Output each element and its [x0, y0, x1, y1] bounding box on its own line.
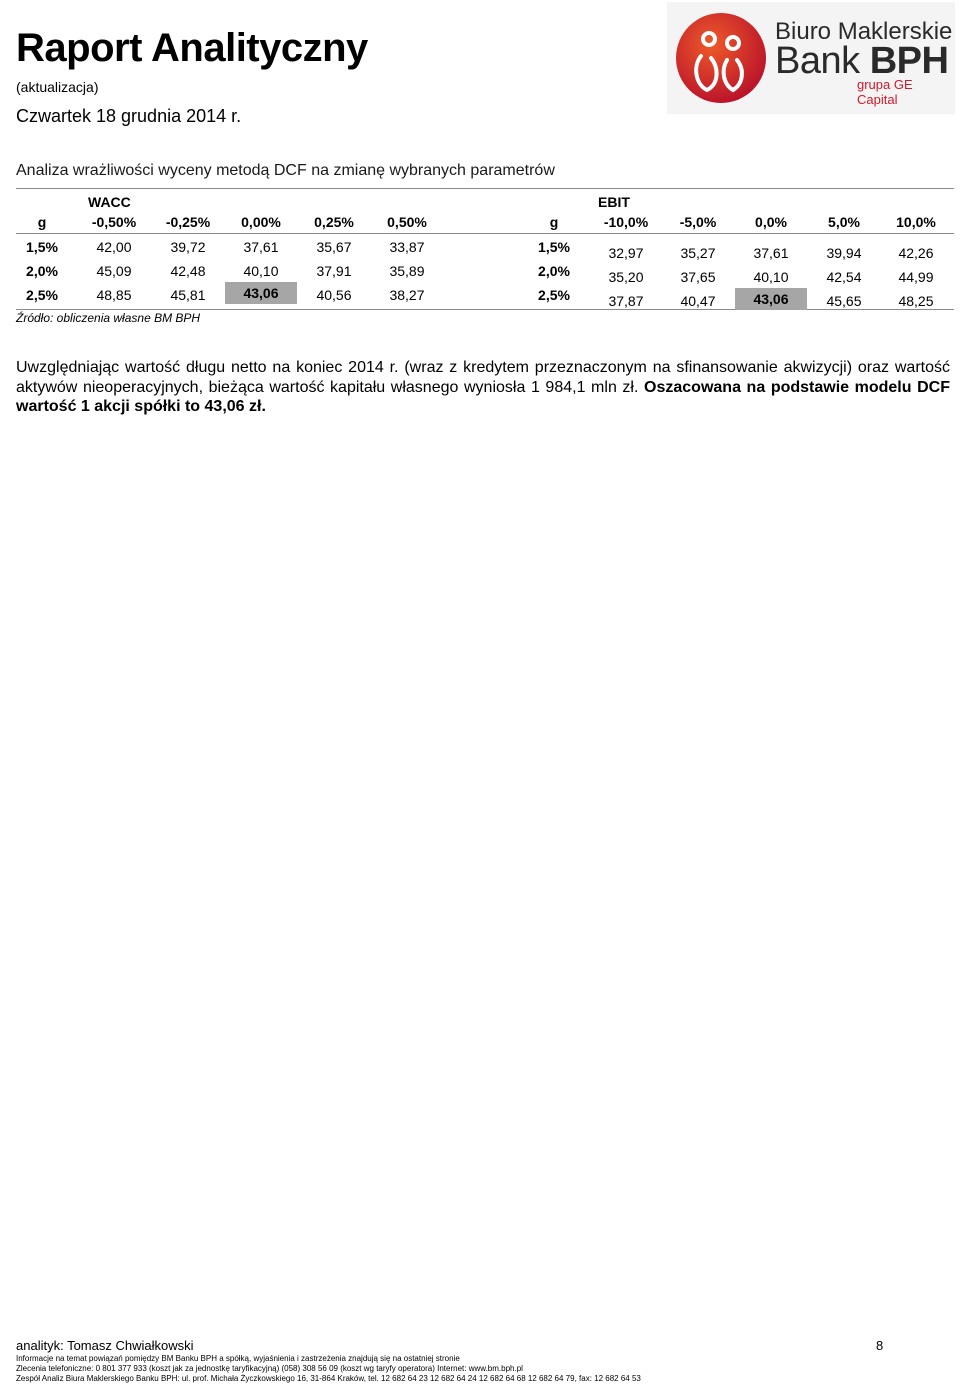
- wacc-table-cell: 35,67: [316, 239, 352, 255]
- wacc-column-header: 0,25%: [314, 214, 354, 230]
- logo-line-1: Biuro Maklerskie: [775, 18, 953, 45]
- ebit-row-label: 2,0%: [538, 263, 570, 279]
- logo-word-bank: Bank: [775, 40, 860, 82]
- ebit-column-header: 5,0%: [828, 214, 860, 230]
- ebit-column-header: -5,0%: [679, 214, 717, 230]
- wacc-table-cell: 35,89: [389, 263, 425, 279]
- table-source: Źródło: obliczenia własne BM BPH: [16, 311, 201, 325]
- ebit-table-cell: 40,47: [680, 293, 716, 309]
- bank-logo-mark-icon: [675, 12, 767, 104]
- footer-contact: Zlecenia telefoniczne: 0 801 377 933 (koszt jak za jednostkę taryfikacyjną) (058) 308 56 09 (koszt wg taryfy operatora) Internet: www.bm.bph.pl: [16, 1364, 523, 1373]
- wacc-table-cell: 48,85: [96, 287, 132, 303]
- section-title: Analiza wrażliwości wyceny metodą DCF na zmianę wybranych parametrów: [16, 162, 555, 179]
- valuation-text: Uwzględniając wartość długu netto na koniec 2014 r. (wraz z kredytem przeznaczonym na sfinansowanie akwizycji) oraz wartość aktywów nieoperacyjnych, bieżąca wartość kapitału własnego wyniosła 1 984,1 mln zł.: [16, 359, 950, 396]
- analyst-name: analityk: Tomasz Chwiałkowski: [16, 1338, 194, 1353]
- ebit-table-cell: 37,87: [608, 293, 644, 309]
- wacc-table-cell: 40,56: [316, 287, 352, 303]
- wacc-row-label: 1,5%: [26, 239, 58, 255]
- report-title: Raport Analityczny: [16, 26, 368, 70]
- wacc-row-label: 2,5%: [26, 287, 58, 303]
- ebit-column-header: 0,0%: [755, 214, 787, 230]
- ebit-corner-label: g: [549, 214, 559, 230]
- ebit-table-cell: 40,10: [753, 269, 789, 285]
- table-rule-top: [16, 188, 954, 189]
- logo-line-3: grupa GE Capital: [857, 77, 913, 107]
- wacc-table-cell: 39,72: [170, 239, 206, 255]
- wacc-column-header: 0,50%: [387, 214, 427, 230]
- ebit-row-label: 1,5%: [538, 239, 570, 255]
- wacc-table-cell: 45,81: [170, 287, 206, 303]
- wacc-table-cell: 40,10: [243, 263, 279, 279]
- ebit-row-label: 2,5%: [538, 287, 570, 303]
- ebit-table-cell: 42,54: [826, 269, 862, 285]
- ebit-table-cell: 48,25: [898, 293, 934, 309]
- ebit-table-cell: 43,06: [735, 288, 807, 310]
- page-number: 8: [876, 1338, 884, 1353]
- bank-logo: [667, 2, 955, 114]
- wacc-row-label: 2,0%: [26, 263, 58, 279]
- table-rule-bottom: [16, 309, 954, 310]
- report-date: Czwartek 18 grudnia 2014 r.: [16, 106, 242, 126]
- ebit-table-cell: 37,65: [680, 269, 716, 285]
- ebit-table-cell: 42,26: [898, 245, 934, 261]
- ebit-column-header: -10,0%: [603, 214, 649, 230]
- ebit-table-cell: 44,99: [898, 269, 934, 285]
- wacc-table-cell: 37,91: [316, 263, 352, 279]
- ebit-table-cell: 37,61: [753, 245, 789, 261]
- logo-word-bph: BPH: [869, 40, 949, 82]
- footer-disclaimer: Informacje na temat powiązań pomiędzy BM Banku BPH a spółką, wyjaśnienia i zastrzeżenia znajdują się na ostatniej stronie: [16, 1354, 460, 1363]
- valuation-paragraph: [16, 358, 950, 417]
- wacc-group-label: WACC: [88, 194, 131, 210]
- wacc-table-cell: 42,00: [96, 239, 132, 255]
- ebit-table-cell: 32,97: [608, 245, 644, 261]
- wacc-table-cell: 45,09: [96, 263, 132, 279]
- wacc-column-header: -0,50%: [91, 214, 137, 230]
- ebit-column-header: 10,0%: [896, 214, 936, 230]
- ebit-table-cell: 39,94: [826, 245, 862, 261]
- wacc-column-header: -0,25%: [165, 214, 211, 230]
- valuation-conclusion: Oszacowana na podstawie modelu DCF wartość 1 akcji spółki to 43,06 zł.: [16, 378, 951, 415]
- ebit-table-cell: 45,65: [826, 293, 862, 309]
- wacc-table-cell: 38,27: [389, 287, 425, 303]
- footer-address: Zespół Analiz Biura Maklerskiego Banku BPH: ul. prof. Michała Życzkowskiego 16, 31-864 Kraków, tel. 12 682 64 23 12 682 64 24 12 682 64 68 12 682 64 79, fax: 12 682 64 53: [16, 1374, 641, 1383]
- table-rule-header: [16, 233, 954, 234]
- ebit-group-label: EBIT: [598, 194, 630, 210]
- ebit-table-cell: 35,20: [608, 269, 644, 285]
- wacc-corner-label: g: [37, 214, 47, 230]
- wacc-table-cell: 33,87: [389, 239, 425, 255]
- wacc-table-cell: 42,48: [170, 263, 206, 279]
- wacc-table-cell: 37,61: [243, 239, 279, 255]
- ebit-table-cell: 35,27: [680, 245, 716, 261]
- report-subtitle: (aktualizacja): [16, 79, 99, 95]
- wacc-table-cell: 43,06: [225, 282, 297, 304]
- wacc-column-header: 0,00%: [241, 214, 281, 230]
